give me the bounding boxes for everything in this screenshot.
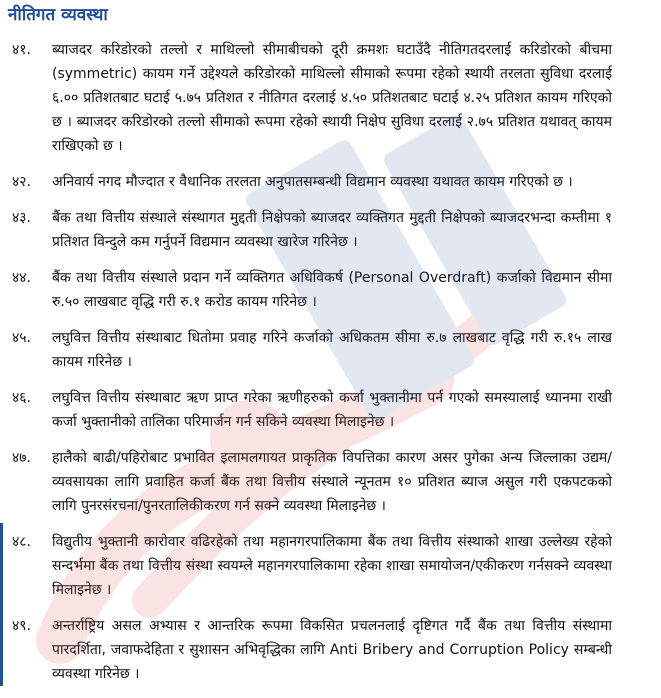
item-text: बैंक तथा वित्तीय संस्थाले संस्थागत मुद्दती निक्षेपको ब्याजदर व्यक्तिगत मुद्दती निक्षेपको ब्याजदरभन्दा कम्तीमा १ प्रतिशत विन्दुले कम गर्नुपर्ने विद्यमान व्यवस्था खारेज गरिनेछ ।	[52, 210, 612, 250]
item-number: ४९.	[12, 618, 32, 634]
item-number: ४६.	[12, 390, 32, 406]
item-number: ४१.	[12, 42, 32, 58]
policy-list	[0, 38, 661, 698]
item-number: ४३.	[12, 210, 32, 226]
list-item	[0, 530, 661, 602]
item-text: ब्याजदर करिडोरको तल्लो र माथिल्लो सीमाबीचको दूरी क्रमशः घटाउँदै नीतिगतदरलाई करिडोरको बीचमा (symmetric) कायम गर्ने उद्देश्यले करिडोरको माथिल्लो सीमाको रूपमा रहेको स्थायी तरलता सुविधा दरलाई ६.०० प्रतिशतबाट घटाई ५.७५ प्रतिशत र नीतिगत दरलाई ४.५० प्रतिशतबाट घटाई ४.२५ प्रतिशत कायम गरिएको छ । ब्याजदर करिडोरको तल्लो सीमाको रूपमा रहेको स्थायी निक्षेप सुविधा दरलाई २.७५ प्रतिशत यथावत् कायम राखिएको छ ।	[52, 42, 612, 154]
item-number: ४८.	[12, 534, 32, 550]
list-item	[0, 206, 661, 254]
item-number: ४४.	[12, 270, 32, 286]
section-heading: नीतिगत व्यवस्था	[8, 5, 108, 25]
list-item	[0, 386, 661, 434]
item-text: अनिवार्य नगद मौज्दात र वैधानिक तरलता अनुपातसम्बन्धी विद्यमान व्यवस्था यथावत कायम गरिएको छ ।	[52, 174, 573, 190]
item-text: अन्तर्राष्ट्रिय असल अभ्यास र आन्तरिक रूपमा विकसित प्रचलनलाई दृष्टिगत गर्दै बैंक तथा वित्तीय संस्थामा पारदर्शिता, जवाफदेहिता र सुशासन अभिवृद्धिका लागि Anti Bribery and Corruption Policy सम्बन्धी व्यवस्था गरिनेछ ।	[52, 618, 612, 682]
item-number: ४७.	[12, 450, 32, 466]
list-item	[0, 446, 661, 518]
item-number: ४५.	[12, 330, 32, 346]
list-item	[0, 266, 661, 314]
item-text: लघुवित्त वित्तीय संस्थाबाट ऋण प्राप्त गरेका ऋणीहरुको कर्जा भुक्तानीमा पर्न गएको समस्यालाई ध्यानमा राखी कर्जा भुक्तानीको तालिका परिमार्जन गर्न सकिने व्यवस्था मिलाइनेछ ।	[52, 390, 612, 430]
list-item	[0, 170, 661, 194]
item-text: बैंक तथा वित्तीय संस्थाले प्रदान गर्ने व्यक्तिगत अधिविकर्ष (Personal Overdraft) कर्जाको विद्यमान सीमा रु.५० लाखबाट वृद्धि गरी रु.१ करोड कायम गरिनेछ ।	[52, 270, 612, 310]
item-text: लघुवित्त वित्तीय संस्थाबाट धितोमा प्रवाह गरिने कर्जाको अधिकतम सीमा रु.७ लाखबाट वृद्धि गरी रु.१५ लाख कायम गरिनेछ ।	[52, 330, 612, 370]
list-item	[0, 326, 661, 374]
left-edge-bar	[0, 523, 3, 686]
list-item	[0, 614, 661, 686]
item-text: हालैको बाढी/पहिरोबाट प्रभावित इलामलगायत प्राकृतिक विपत्तिका कारण असर पुगेका अन्य जिल्लाका उद्यम/व्यवसायका लागि प्रवाहित कर्जा बैंक तथा वित्तीय संस्थाले न्यूनतम १० प्रतिशत ब्याज असुल गरी एकपटकको लागि पुनरसंरचना/पुनरतालिकीकरण गर्न सक्ने व्यवस्था मिलाइनेछ ।	[52, 450, 612, 514]
list-item	[0, 38, 661, 158]
item-number: ४२.	[12, 174, 32, 190]
item-text: विद्युतीय भुक्तानी कारोवार वढिरहेको तथा महानगरपालिकामा बैंक तथा वित्तीय संस्थाको शाखा उल्लेख्य रहेको सन्दर्भमा बैंक तथा वित्तीय संस्था स्वयम्ले महानगरपालिकामा रहेका शाखा समायोजन/एकीकरण गर्नसक्ने व्यवस्था मिलाइनेछ ।	[52, 534, 612, 598]
